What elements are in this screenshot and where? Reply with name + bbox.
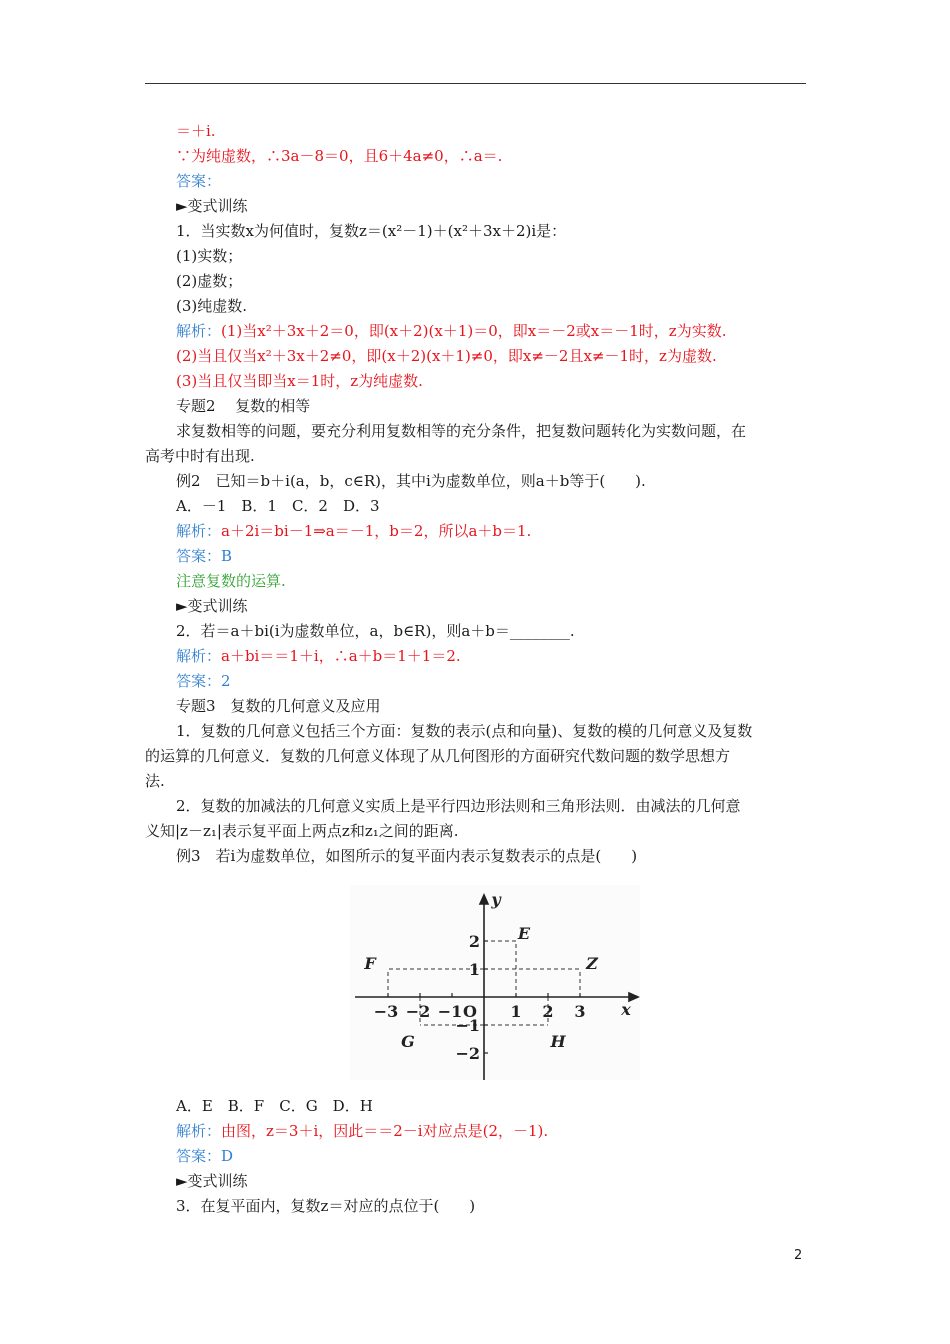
text-line: 1．复数的几何意义包括三个方面：复数的表示(点和向量)、复数的模的几何意义及复数 bbox=[176, 722, 753, 740]
y-tick-label: 2 bbox=[468, 932, 480, 951]
point-label-f: F bbox=[364, 954, 376, 973]
x-tick-label: −3 bbox=[373, 1002, 399, 1021]
text-line: (2)虚数； bbox=[176, 272, 243, 290]
text-line: ∵为纯虚数，∴3a－8＝0，且6＋4a≠0，∴a＝. bbox=[176, 147, 503, 165]
x-tick-label: −1 bbox=[437, 1002, 463, 1021]
analysis-label: 解析： bbox=[176, 522, 222, 540]
text-line: 2．若＝a＋bi(i为虚数单位，a，b∈R)，则a＋b＝________. bbox=[176, 622, 575, 640]
text-line: 的运算的几何意义．复数的几何意义体现了从几何图形的方面研究代数问题的数学思想方 bbox=[145, 747, 731, 765]
text-line: 注意复数的运算. bbox=[176, 572, 286, 590]
analysis-text: a＋bi＝＝1＋i，∴a＋b＝1＋1＝2. bbox=[221, 647, 461, 665]
analysis-text: a＋2i＝bi－1⇒a＝－1，b＝2，所以a＋b＝1. bbox=[221, 522, 532, 540]
text-line: A．E B．F C．G D．H bbox=[176, 1097, 373, 1115]
text-line: 例2 已知＝b＋i(a，b，c∈R)，其中i为虚数单位，则a＋b等于( ). bbox=[176, 472, 646, 490]
text-line: 高考中时有出现. bbox=[145, 447, 255, 465]
y-tick-label: −2 bbox=[455, 1044, 480, 1063]
point-label-h: H bbox=[550, 1032, 566, 1051]
text-line bbox=[176, 1121, 548, 1141]
text-line: 答案：D bbox=[176, 1147, 234, 1165]
text-line: A．－1 B．1 C．2 D．3 bbox=[176, 497, 380, 515]
x-axis-label: x bbox=[621, 1000, 631, 1019]
text-line: (3)当且仅当即当x＝1时，z为纯虚数. bbox=[176, 372, 423, 390]
analysis-label: 解析： bbox=[176, 647, 222, 665]
point-label-e: E bbox=[517, 924, 531, 943]
text-line: 例3 若i为虚数单位，如图所示的复平面内表示复数表示的点是( ) bbox=[176, 847, 638, 865]
text-line: 1．当实数x为何值时，复数z＝(x²－1)＋(x²＋3x＋2)i是： bbox=[176, 222, 567, 240]
x-tick-label: 1 bbox=[510, 1002, 522, 1021]
x-tick-label: 2 bbox=[542, 1002, 554, 1021]
text-line: 法. bbox=[145, 772, 165, 790]
text-line: 3．在复平面内，复数z＝对应的点位于( ) bbox=[176, 1197, 476, 1215]
text-line: ►变式训练 bbox=[176, 1172, 248, 1190]
text-line bbox=[176, 646, 461, 666]
figure-background bbox=[350, 885, 640, 1080]
analysis-label: 解析： bbox=[176, 322, 222, 340]
y-axis-label: y bbox=[491, 890, 501, 909]
text-line: ►变式训练 bbox=[176, 197, 248, 215]
point-label-g: G bbox=[401, 1032, 415, 1051]
text-line: (3)纯虚数. bbox=[176, 297, 248, 315]
origin-label: O bbox=[463, 1002, 477, 1021]
analysis-text: (1)当x²＋3x＋2＝0，即(x＋2)(x＋1)＝0，即x＝－2或x＝－1时，z为实数. bbox=[221, 322, 727, 340]
text-line bbox=[176, 521, 531, 541]
header-rule bbox=[145, 83, 806, 84]
text-line: 答案：B bbox=[176, 547, 233, 565]
text-line: 2．复数的加减法的几何意义实质上是平行四边形法则和三角形法则．由减法的几何意 bbox=[176, 797, 741, 815]
x-tick-label: −2 bbox=[405, 1002, 431, 1021]
text-line: 专题2 复数的相等 bbox=[176, 397, 311, 415]
point-label-z: Z bbox=[586, 954, 598, 973]
page-number: 2 bbox=[794, 1248, 803, 1263]
text-line: ＝＋i. bbox=[176, 122, 216, 140]
x-tick-label: 3 bbox=[574, 1002, 586, 1021]
text-line: 专题3 复数的几何意义及应用 bbox=[176, 697, 381, 715]
y-tick-label: 1 bbox=[468, 960, 480, 979]
text-line: 义知|z－z₁|表示复平面上两点z和z₁之间的距离. bbox=[145, 822, 459, 840]
text-line: ►变式训练 bbox=[176, 597, 248, 615]
text-line: 答案： bbox=[176, 172, 222, 190]
text-line: 答案：2 bbox=[176, 672, 231, 690]
text-line: (1)实数； bbox=[176, 247, 243, 265]
complex-plane-figure bbox=[350, 885, 640, 1080]
y-tick-label: −1 bbox=[455, 1016, 480, 1035]
analysis-text: 由图，z＝3＋i，因此＝＝2－i对应点是(2，－1). bbox=[221, 1122, 549, 1140]
text-line: (2)当且仅当x²＋3x＋2≠0，即(x＋2)(x＋1)≠0，即x≠－2且x≠－1时，z为虚数. bbox=[176, 347, 717, 365]
analysis-label: 解析： bbox=[176, 1122, 222, 1140]
text-line: 求复数相等的问题，要充分利用复数相等的充分条件，把复数问题转化为实数问题，在 bbox=[176, 422, 747, 440]
text-line bbox=[176, 321, 726, 341]
